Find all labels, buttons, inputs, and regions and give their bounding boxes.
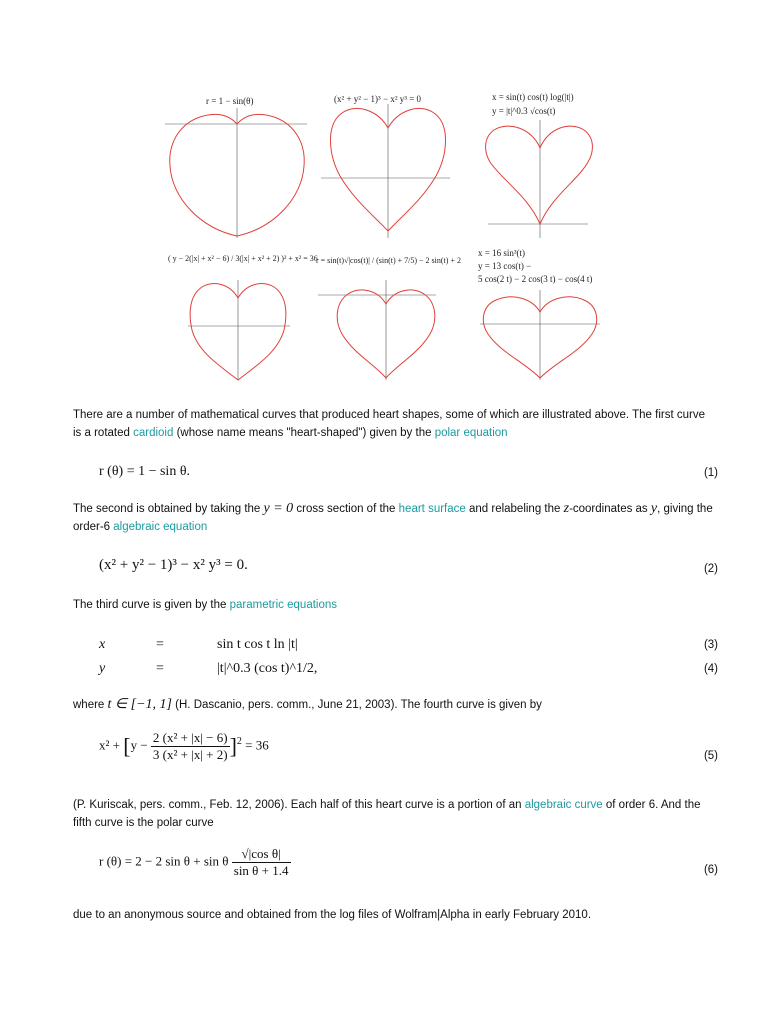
text-span: where [73,699,108,711]
text-span: (whose name means "heart-shaped") given by the [173,427,435,439]
equation-5: x² + [y − $\frac{\text{2 (x² + |x| − 6)}}{\text{3 (x² + |x| + 2)}}$ ]$^2$ = 36 [99,730,269,762]
plot-label: r = 1 − sin(θ) [206,96,254,106]
equation-4-eq: = [156,661,164,676]
text-span: There are a number of mathematical curves that produced heart shapes, some of which are illustrated above. The first curve is a rotated [73,409,705,439]
eq5-rhs: = 36 [245,737,269,753]
plot-classic-heart [472,240,622,385]
equation-number: (5) [703,750,718,762]
text-span: of order 6. And the fifth curve is the polar curve [73,799,701,829]
cardioid-curve [160,88,310,238]
equation-3-lhs: x [99,637,106,652]
plot-label: r = sin(t)√|cos(t)| / (sin(t) + 7/5) − 2 sin(t) + 2 [316,256,461,265]
eq6-lhs: r (θ) = 2 − 2 sin θ + sin θ [99,853,229,869]
polar-equation-link[interactable]: polar equation [434,427,508,439]
eq5-fraction [151,730,230,763]
second-curve-paragraph [73,500,713,536]
bracket: ] [229,733,237,759]
equation-3-rhs: sin t cos t ln |t| [217,637,298,652]
plot-polar-heart [316,240,466,385]
eq5-denominator: 3 (x² + |x| + 2) [152,747,228,762]
plot-label: (x² + y² − 1)³ − x² y³ = 0 [334,94,422,104]
intro-paragraph [73,406,713,442]
eq5-lhs: x² + [99,737,120,753]
text-span: and relabeling the [465,503,564,515]
plot-parametric-heart [478,88,598,238]
plot-label: y = 13 cos(t) − [478,261,532,271]
third-curve-paragraph [73,596,713,614]
algebraic-equation-link[interactable]: algebraic equation [113,521,208,533]
algebraic-heart-curve [318,88,458,238]
equation-6 [99,846,291,879]
plot-label: x = sin(t) cos(t) log(|t|) [492,92,574,102]
math-inline: y [650,501,658,516]
fifth-curve-paragraph [73,796,713,832]
text-span: , giving the order-6 [73,503,713,533]
equation-1: r (θ) = 1 − sin θ. [99,464,191,479]
equation-4-rhs: |t|^0.3 (cos t)^1/2, [217,661,318,676]
math-inline: z [563,501,570,516]
plot-label: ( y − 2(|x| + x² − 6) / 3(|x| + x² + 2) )² + x² = 36 [168,254,318,263]
parametric-equations-link[interactable]: parametric equations [229,599,338,611]
text-span: cross section of the [293,503,399,515]
equation-number: (1) [703,467,718,479]
equation-2: (x² + y² − 1)³ − x² y³ = 0. [99,557,248,573]
eq5-numerator: 2 (x² + |x| − 6) [152,730,228,745]
closing-paragraph: due to an anonymous source and obtained from the log files of Wolfram|Alpha in early February 2010. [73,909,592,921]
eq6-numerator: √|cos θ| [232,846,291,863]
bracket: [ [123,733,131,759]
heart-surface-link[interactable]: heart surface [398,503,466,515]
equation-3-eq: = [156,637,164,652]
text-span: -coordinates as [569,503,651,515]
text-span: The second is obtained by taking the [73,503,264,515]
eq6-fraction [232,846,291,879]
equation-number: (3) [703,639,718,651]
eq5-y: y − [130,737,148,753]
text-span: (H. Dascanio, pers. comm., June 21, 2003). The fourth curve is given by [171,699,542,711]
equation-number: (4) [703,663,718,675]
plot-label: y = |t|^0.3 √cos(t) [492,106,556,116]
math-inline: y = 0 [263,501,294,516]
eq6-denominator: sin θ + 1.4 [233,863,289,878]
plot-algebraic-heart [318,88,458,238]
equation-4-lhs: y [99,661,106,676]
plot-cardioid [160,88,310,238]
cardioid-link[interactable]: cardioid [133,427,174,439]
equation-number: (2) [703,563,718,575]
math-inline: t ∈ [−1, 1] [107,697,172,712]
algebraic-curve-link[interactable]: algebraic curve [524,799,603,811]
text-span: The third curve is given by the [73,599,230,611]
text-span: (P. Kuriscak, pers. comm., Feb. 12, 2006). Each half of this heart curve is a portion of an [73,799,525,811]
plot-kuriscak-heart [168,240,318,385]
plot-label: x = 16 sin³(t) [478,248,526,258]
equation-number: (6) [703,864,718,876]
plot-label: 5 cos(2 t) − 2 cos(3 t) − cos(4 t) [478,274,593,284]
fourth-curve-paragraph [73,696,713,714]
